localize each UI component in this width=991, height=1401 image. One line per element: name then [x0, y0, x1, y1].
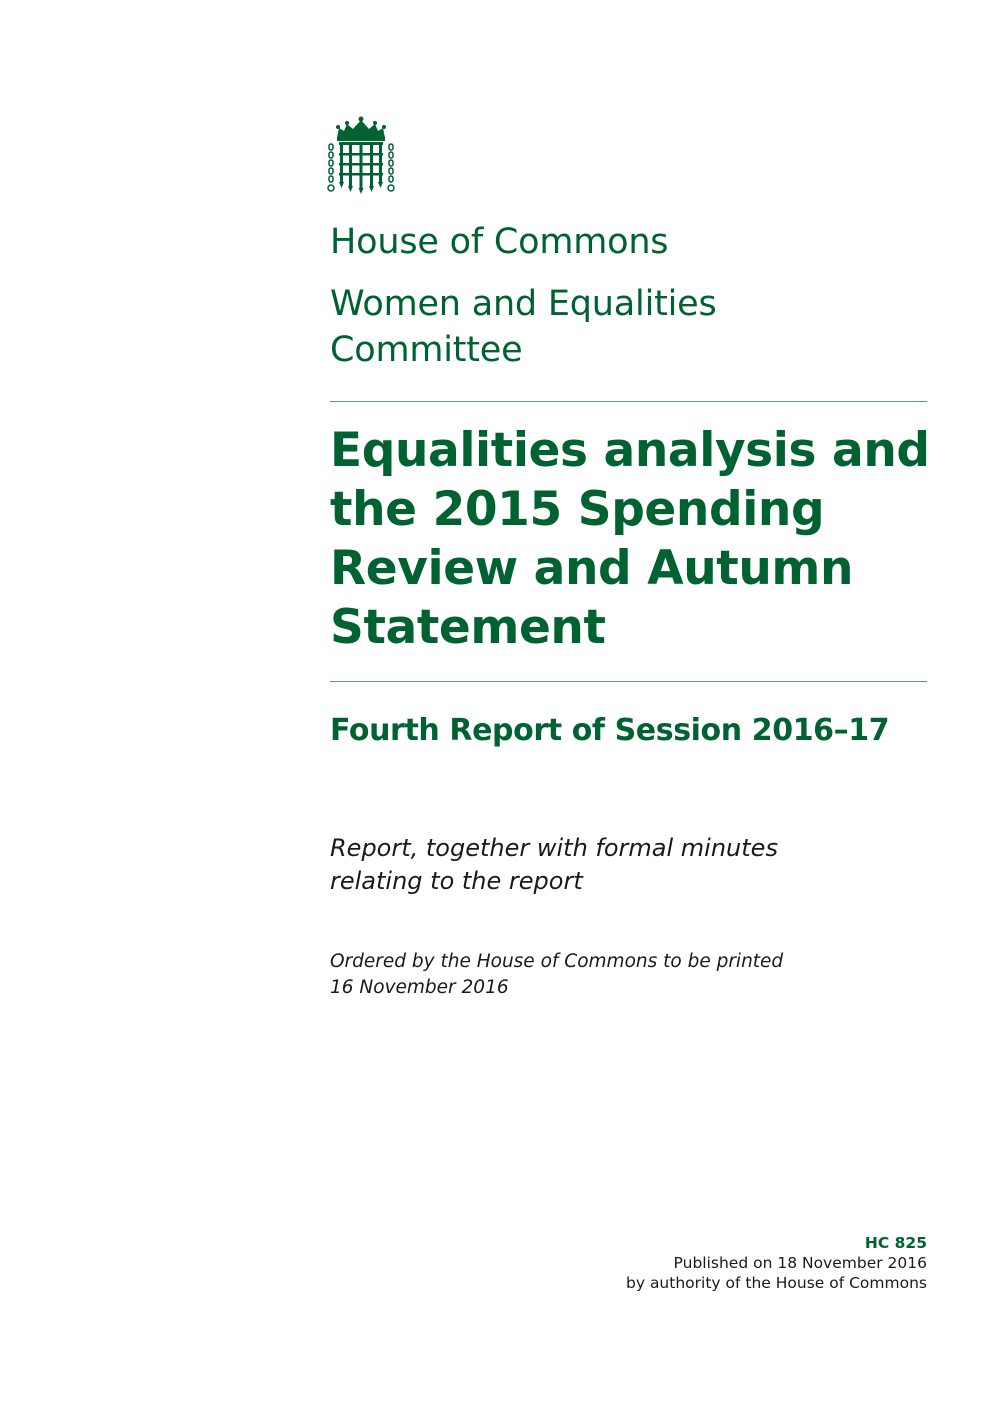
divider-top	[330, 401, 927, 402]
report-title	[330, 421, 930, 657]
subtitle-line-1: Report, together with formal minutes	[330, 834, 778, 862]
title-line-3: Review and Autumn	[330, 541, 854, 596]
authority-line: by authority of the House of Commons	[626, 1274, 927, 1292]
ordered-to-print-notice	[330, 949, 783, 1001]
hc-number: HC 825	[864, 1234, 927, 1252]
published-date: Published on 18 November 2016	[673, 1254, 927, 1272]
committee-line-1: Women and Equalities	[330, 284, 717, 324]
publication-footer	[626, 1233, 927, 1293]
committee-name	[330, 281, 717, 373]
divider-bottom	[330, 681, 927, 682]
title-line-2: the 2015 Spending	[330, 482, 825, 537]
title-line-4: Statement	[330, 600, 606, 655]
session-heading: Fourth Report of Session 2016–17	[330, 713, 890, 748]
ordered-line-1: Ordered by the House of Commons to be printed	[330, 951, 784, 972]
house-of-commons-heading: House of Commons	[330, 222, 669, 262]
report-subtitle	[330, 832, 778, 898]
title-line-1: Equalities analysis and	[330, 423, 930, 478]
committee-line-2: Committee	[330, 330, 523, 370]
subtitle-line-2: relating to the report	[330, 867, 583, 895]
ordered-line-2: 16 November 2016	[330, 977, 509, 998]
portcullis-logo-icon	[327, 116, 395, 196]
